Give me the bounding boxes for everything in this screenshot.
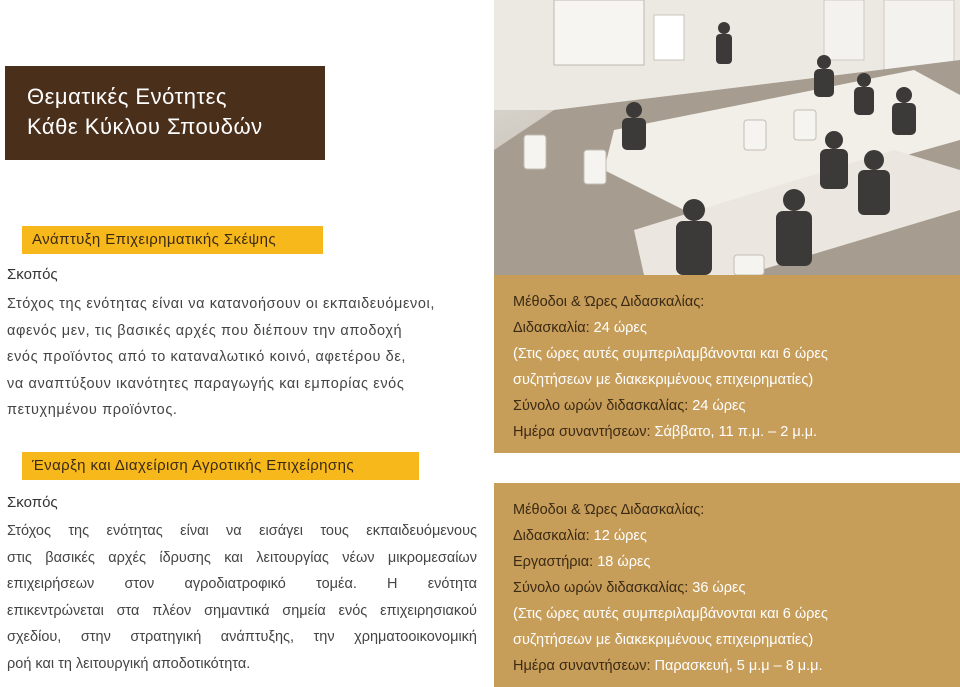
module1-info-box [494,275,960,453]
module2-total-row [513,575,960,601]
day-value: Παρασκευή, 5 μ.μ – 8 μ.μ. [650,658,823,674]
module2-note-line2: συζητήσεων με διακεκριμένους επιχειρηματίες) [513,632,814,648]
page-title-line2: Κάθε Κύκλου Σπουδών [27,114,263,139]
module1-line: πετυχημένου προϊόντος. [7,402,178,418]
teaching-label: Διδασκαλία: [513,528,590,544]
module2-info-box [494,483,960,687]
day-label: Ημέρα συναντήσεων: [513,658,651,674]
classroom-photo [494,0,960,275]
module2-heading: Σκοπός [7,494,58,511]
module1-heading: Σκοπός [7,266,58,283]
module2-teaching-row [513,523,960,549]
module1-note-line2: συζητήσεων με διακεκριμένους επιχειρηματίες) [513,372,814,388]
module1-line: να αναπτύξουν ικανότητες παραγωγής και εμπορίας ενός [7,375,405,392]
workshops-value: 18 ώρες [593,554,651,570]
teaching-value: 24 ώρες [589,320,647,336]
module2-line: επιχειρήσεων στον αγροδιατροφικό τομέα. Η ενότητα [7,576,477,592]
module1-info-heading: Μέθοδοι & Ώρες Διδασκαλίας: [513,294,705,310]
module2-line: στις βασικές αρχές ίδρυσης και λειτουργίας νέων μικρομεσαίων [7,549,477,566]
module2-day-row [513,653,960,679]
module2-line: Στόχος της ενότητας είναι να εισάγει τους εκπαιδευόμενους [7,523,477,539]
classroom-illustration [494,0,960,275]
total-value: 36 ώρες [688,580,746,596]
page-title-line1: Θεματικές Ενότητες [27,84,228,109]
workshops-label: Εργαστήρια: [513,554,594,570]
module2-line: σχεδίου, στην στρατηγική ανάπτυξης, την χρηματοοικονομική [7,629,477,645]
module2-workshops-row [513,549,960,575]
module1-day-row [513,419,960,445]
module1-label: Ανάπτυξη Επιχειρηματικής Σκέψης [22,226,323,254]
module1-description [7,291,477,424]
module2-description [7,518,477,677]
module2-info-heading: Μέθοδοι & Ώρες Διδασκαλίας: [513,502,705,518]
module2-label: Έναρξη και Διαχείριση Αγροτικής Επιχείρησης [22,452,419,480]
module1-total-row [513,393,960,419]
module1-line: Στόχος της ενότητας είναι να κατανοήσουν οι εκπαιδευόμενοι, [7,296,436,312]
day-label: Ημέρα συναντήσεων: [513,424,651,440]
total-label: Σύνολο ωρών διδασκαλίας: [513,398,689,414]
module2-note-line1: (Στις ώρες αυτές συμπεριλαμβάνονται και 6 ώρες [513,606,828,622]
page-title-box [5,66,325,160]
total-value: 24 ώρες [688,398,746,414]
module1-line: αφενός μεν, τις βασικές αρχές που διέπουν την αποδοχή [7,322,403,339]
total-label: Σύνολο ωρών διδασκαλίας: [513,580,689,596]
teaching-label: Διδασκαλία: [513,320,590,336]
teaching-value: 12 ώρες [589,528,647,544]
module2-line: επικεντρώνεται στα πλέον σημαντικά σημεία ενός επιχειρησιακού [7,602,477,619]
module1-teaching-row [513,315,960,341]
module1-note-line1: (Στις ώρες αυτές συμπεριλαμβάνονται και 6 ώρες [513,346,828,362]
module2-line: ροή και τη λειτουργική αποδοτικότητα. [7,655,251,672]
day-value: Σάββατο, 11 π.μ. – 2 μ.μ. [650,424,818,440]
module1-line: ενός προϊόντος από το καταναλωτικό κοινό, αφετέρου δε, [7,349,407,365]
